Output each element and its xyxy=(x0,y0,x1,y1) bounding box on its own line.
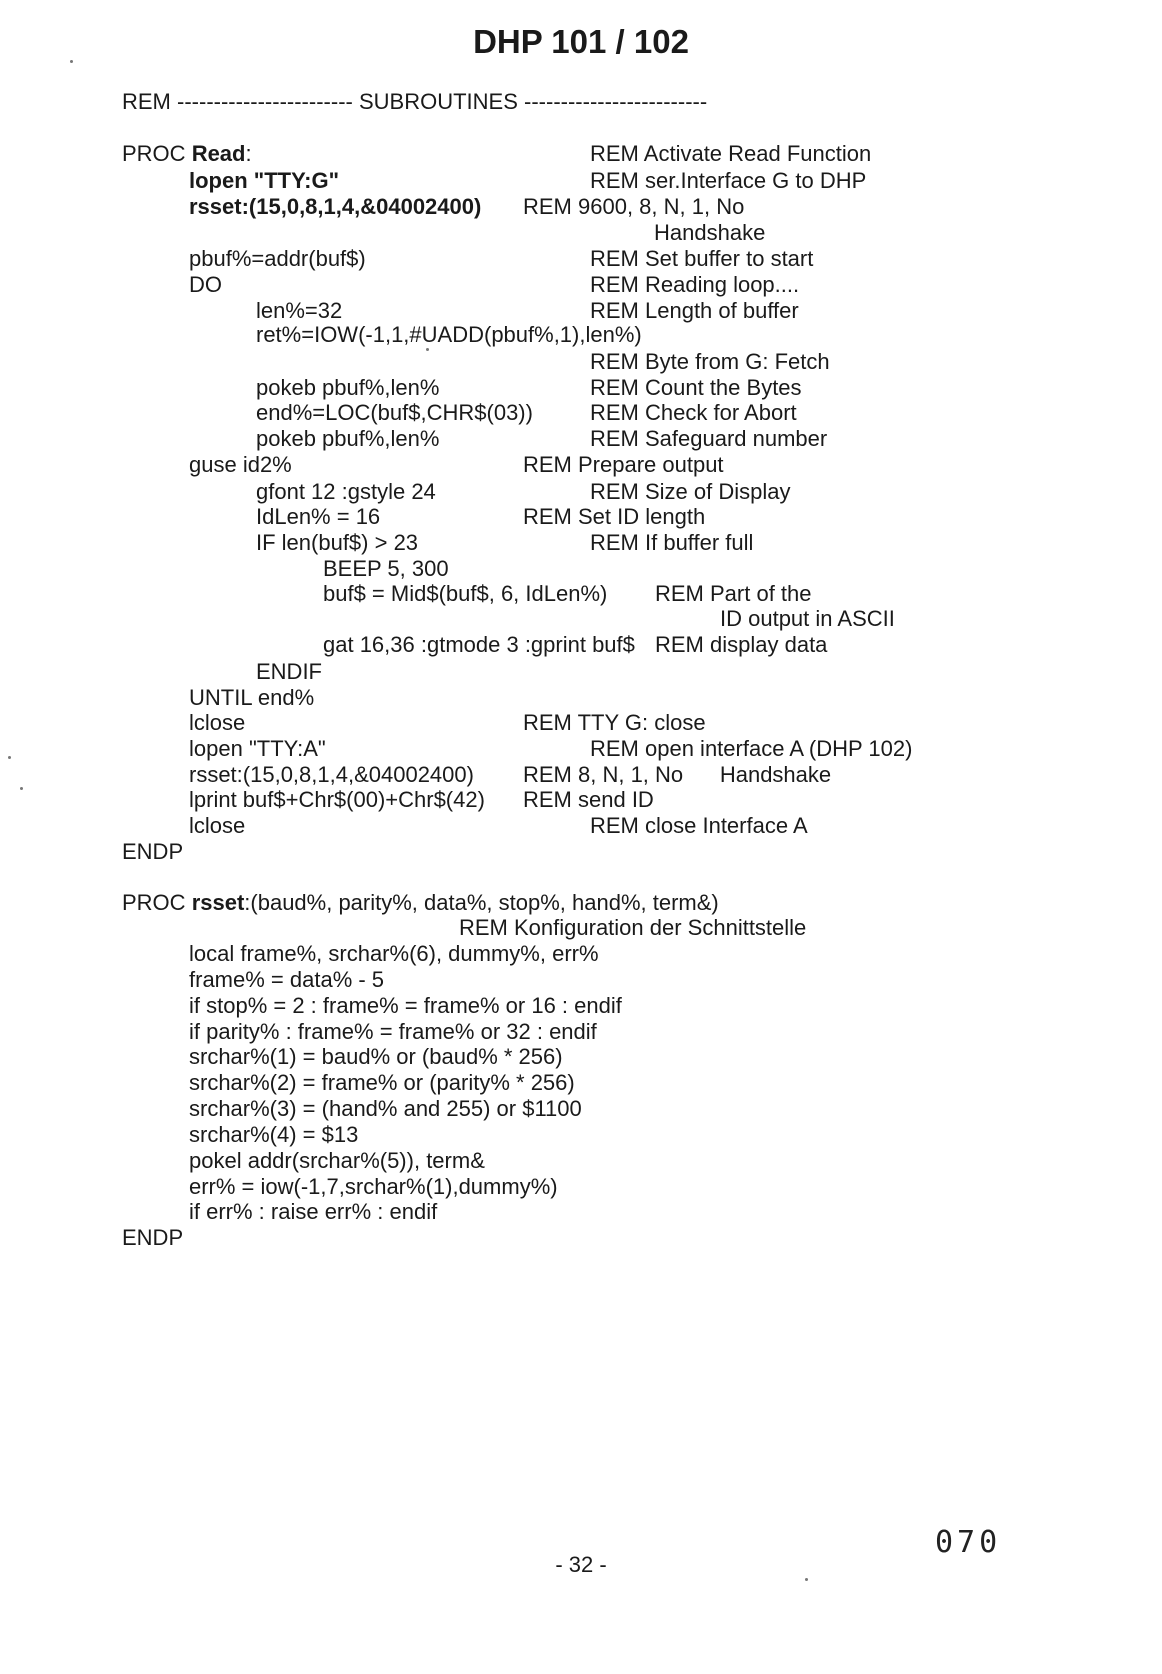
code-line: pokeb pbuf%,len% xyxy=(256,426,440,451)
code-line: srchar%(4) = $13 xyxy=(189,1122,359,1147)
code-line: len%=32 xyxy=(256,298,343,323)
comment: REM display data xyxy=(655,632,828,657)
comment: REM open interface A (DHP 102) xyxy=(590,736,913,761)
comment: ID output in ASCII xyxy=(720,606,895,631)
scan-speck xyxy=(426,348,429,351)
code-line: frame% = data% - 5 xyxy=(189,967,385,992)
scan-speck xyxy=(70,60,73,63)
comment: REM Prepare output xyxy=(523,452,724,477)
comment: REM Konfiguration der Schnittstelle xyxy=(459,915,807,940)
code-line: buf$ = Mid$(buf$, 6, IdLen%) xyxy=(323,581,608,606)
comment: REM Check for Abort xyxy=(590,400,797,425)
proc-params: :(baud%, parity%, data%, stop%, hand%, term&) xyxy=(244,890,719,915)
comment: REM Byte from G: Fetch xyxy=(590,349,830,374)
code-line: BEEP 5, 300 xyxy=(323,556,449,581)
code-line: gat 16,36 :gtmode 3 :gprint buf$ xyxy=(323,632,635,657)
code-line: end%=LOC(buf$,CHR$(03)) xyxy=(256,400,533,425)
scan-speck xyxy=(805,1578,808,1581)
code-line: rsset:(15,0,8,1,4,&04002400) xyxy=(189,194,482,219)
code-line: srchar%(2) = frame% or (parity% * 256) xyxy=(189,1070,575,1095)
comment: REM TTY G: close xyxy=(523,710,706,735)
code-line: lopen "TTY:G" xyxy=(189,168,339,193)
code-line: IF len(buf$) > 23 xyxy=(256,530,419,555)
comment: REM close Interface A xyxy=(590,813,808,838)
scan-speck xyxy=(8,756,11,759)
code-line: ENDIF xyxy=(256,659,322,684)
code-line: guse id2% xyxy=(189,452,292,477)
code-line: pokeb pbuf%,len% xyxy=(256,375,440,400)
proc-keyword: PROC xyxy=(122,890,186,915)
proc-name: rsset xyxy=(191,890,245,915)
proc-colon: : xyxy=(245,141,252,166)
code-line: gfont 12 :gstyle 24 xyxy=(256,479,436,504)
code-line: ENDP xyxy=(122,1225,184,1250)
code-line: pbuf%=addr(buf$) xyxy=(189,246,366,271)
code-line: DO xyxy=(189,272,222,297)
code-line: lopen "TTY:A" xyxy=(189,736,326,761)
comment: REM Count the Bytes xyxy=(590,375,802,400)
code-line: srchar%(3) = (hand% and 255) or $1100 xyxy=(189,1096,582,1121)
comment: REM send ID xyxy=(523,787,654,812)
proc-keyword: PROC xyxy=(122,141,186,166)
code-line: ENDP xyxy=(122,839,184,864)
scan-speck xyxy=(20,787,23,790)
comment: REM Part of the xyxy=(655,581,812,606)
section-header xyxy=(122,89,707,115)
proc-read-header xyxy=(122,141,252,167)
section-rule-left: ------------------------ xyxy=(177,89,353,114)
comment: REM Activate Read Function xyxy=(590,141,872,166)
proc-rsset-header xyxy=(122,890,719,916)
code-line: if stop% = 2 : frame% = frame% or 16 : endif xyxy=(189,993,622,1018)
comment: REM If buffer full xyxy=(590,530,754,555)
comment: REM Set buffer to start xyxy=(590,246,814,271)
section-label: SUBROUTINES xyxy=(358,89,518,114)
code-line: lclose xyxy=(189,710,246,735)
page-stamp: 070 xyxy=(935,1525,1002,1560)
code-line: if err% : raise err% : endif xyxy=(189,1199,438,1224)
comment: REM Set ID length xyxy=(523,504,706,529)
code-line: lclose xyxy=(189,813,246,838)
comment: REM ser.Interface G to DHP xyxy=(590,168,867,193)
code-line: if parity% : frame% = frame% or 32 : endif xyxy=(189,1019,597,1044)
comment: Handshake xyxy=(654,220,766,245)
section-rem: REM xyxy=(122,89,171,114)
page-number: - 32 - xyxy=(555,1552,607,1577)
code-line: UNTIL end% xyxy=(189,685,315,710)
code-line: pokel addr(srchar%(5)), term& xyxy=(189,1148,485,1173)
comment: REM 8, N, 1, No Handshake xyxy=(523,762,832,787)
code-line: rsset:(15,0,8,1,4,&04002400) xyxy=(189,762,474,787)
code-line: lprint buf$+Chr$(00)+Chr$(42) xyxy=(189,787,485,812)
code-line: local frame%, srchar%(6), dummy%, err% xyxy=(189,941,599,966)
comment: REM Length of buffer xyxy=(590,298,799,323)
comment: REM Safeguard number xyxy=(590,426,828,451)
comment: REM 9600, 8, N, 1, No xyxy=(523,194,745,219)
page-title: DHP 101 / 102 xyxy=(473,23,689,60)
section-rule-right: ------------------------- xyxy=(524,89,708,114)
comment: REM Reading loop.... xyxy=(590,272,800,297)
proc-name: Read xyxy=(191,141,246,166)
code-line: err% = iow(-1,7,srchar%(1),dummy%) xyxy=(189,1174,558,1199)
code-line: IdLen% = 16 xyxy=(256,504,381,529)
comment: REM Size of Display xyxy=(590,479,791,504)
code-line: srchar%(1) = baud% or (baud% * 256) xyxy=(189,1044,563,1069)
code-line: ret%=IOW(-1,1,#UADD(pbuf%,1),len%) xyxy=(256,322,642,347)
